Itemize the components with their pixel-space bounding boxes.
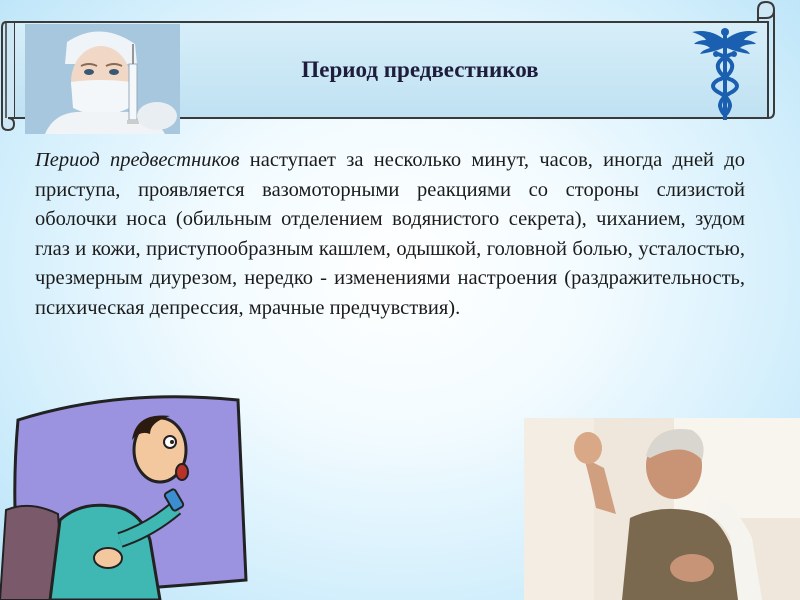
page-title: Период предвестников [301,57,539,82]
description-paragraph [35,146,745,323]
caduceus-icon [690,22,760,122]
cartoon-inhaler-image [0,390,250,600]
paragraph-text: наступает за несколько минут, часов, иногда дней до приступа, проявляется вазомоторными реакциями со стороны слизистой оболочки носа (обильным отделением водянистого секрета), чиханием, зудом глаз и кожи, приступообразным кашлем, одышкой, головной болью, усталостью, чрезмерным диурезом, нередко - изменениями настроения (раздражительность, психическая депрессия, мрачные предчувствия). [35,149,745,319]
man-leaning-photo [524,418,800,600]
lead-term: Период предвестников [35,149,240,171]
nurse-photo [25,24,180,134]
